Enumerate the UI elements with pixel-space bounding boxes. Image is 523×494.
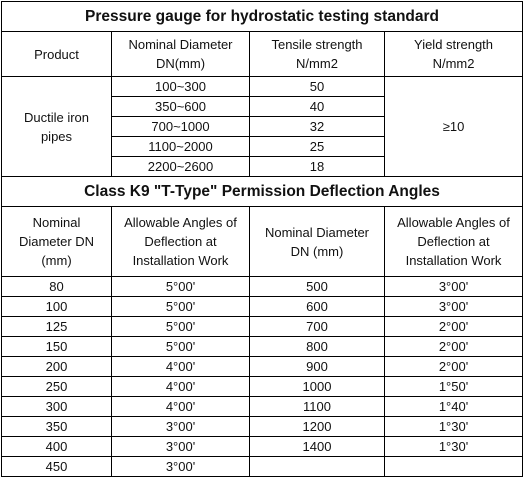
dn-cell: 150: [2, 337, 112, 357]
table-row: [2, 437, 523, 457]
dn-cell: 800: [250, 337, 385, 357]
angle-cell: 5°00': [112, 297, 250, 317]
tensile-value-cell: 32: [250, 117, 385, 137]
dn-cell: 300: [2, 397, 112, 417]
dn-range-cell: 350~600: [112, 97, 250, 117]
dn-cell: 1200: [250, 417, 385, 437]
angle-cell: 2°00': [385, 357, 523, 377]
angle-cell: 5°00': [112, 337, 250, 357]
tensile-value-cell: 25: [250, 137, 385, 157]
header-deflection-angle-left: Allowable Angles of Deflection at Installation Work: [112, 207, 250, 277]
dn-cell: 125: [2, 317, 112, 337]
table-row: [2, 357, 523, 377]
angle-cell: 3°00': [112, 417, 250, 437]
table-row: [2, 377, 523, 397]
table-row: [2, 297, 523, 317]
table1-title: Pressure gauge for hydrostatic testing standard: [2, 2, 523, 32]
spec-table: [1, 1, 523, 477]
product-ductile-iron-pipes: Ductile iron pipes: [2, 77, 112, 177]
header-tensile-strength: Tensile strength N/mm2: [250, 32, 385, 77]
header-nominal-diameter: Nominal Diameter DN(mm): [112, 32, 250, 77]
table-row: [2, 277, 523, 297]
angle-cell: 3°00': [385, 277, 523, 297]
angle-cell: 5°00': [112, 317, 250, 337]
table2-title: Class K9 "T-Type" Permission Deflection Angles: [2, 177, 523, 207]
dn-range-cell: 100~300: [112, 77, 250, 97]
angle-cell: 2°00': [385, 337, 523, 357]
header-product: Product: [2, 32, 112, 77]
dn-range-cell: 2200~2600: [112, 157, 250, 177]
table-row: [2, 417, 523, 437]
header-yield-strength: Yield strength N/mm2: [385, 32, 523, 77]
dn-cell: 1000: [250, 377, 385, 397]
angle-cell: 1°50': [385, 377, 523, 397]
angle-cell: 3°00': [112, 437, 250, 457]
dn-cell: 1400: [250, 437, 385, 457]
angle-cell: [385, 457, 523, 477]
dn-cell: 200: [2, 357, 112, 377]
angle-cell: 4°00': [112, 357, 250, 377]
dn-cell: 80: [2, 277, 112, 297]
spec-sheet: [1, 1, 522, 477]
dn-cell: 500: [250, 277, 385, 297]
tensile-value-cell: 40: [250, 97, 385, 117]
dn-cell: 400: [2, 437, 112, 457]
dn-cell: 350: [2, 417, 112, 437]
dn-cell: 450: [2, 457, 112, 477]
table-row: [2, 457, 523, 477]
dn-cell: 250: [2, 377, 112, 397]
angle-cell: 3°00': [385, 297, 523, 317]
table-row: [2, 317, 523, 337]
dn-cell: [250, 457, 385, 477]
tensile-value-cell: 50: [250, 77, 385, 97]
angle-cell: 1°30': [385, 417, 523, 437]
yield-strength-value: ≥10: [385, 77, 523, 177]
table-row: [2, 337, 523, 357]
dn-cell: 100: [2, 297, 112, 317]
dn-cell: 600: [250, 297, 385, 317]
tensile-value-cell: 18: [250, 157, 385, 177]
dn-cell: 1100: [250, 397, 385, 417]
dn-cell: 700: [250, 317, 385, 337]
header-nominal-diameter-left: Nominal Diameter DN (mm): [2, 207, 112, 277]
dn-range-cell: 700~1000: [112, 117, 250, 137]
table-row: [2, 397, 523, 417]
angle-cell: 3°00': [112, 457, 250, 477]
angle-cell: 1°40': [385, 397, 523, 417]
angle-cell: 4°00': [112, 397, 250, 417]
dn-range-cell: 1100~2000: [112, 137, 250, 157]
header-nominal-diameter-right: Nominal Diameter DN (mm): [250, 207, 385, 277]
angle-cell: 5°00': [112, 277, 250, 297]
angle-cell: 4°00': [112, 377, 250, 397]
angle-cell: 1°30': [385, 437, 523, 457]
dn-cell: 900: [250, 357, 385, 377]
header-deflection-angle-right: Allowable Angles of Deflection at Installation Work: [385, 207, 523, 277]
angle-cell: 2°00': [385, 317, 523, 337]
